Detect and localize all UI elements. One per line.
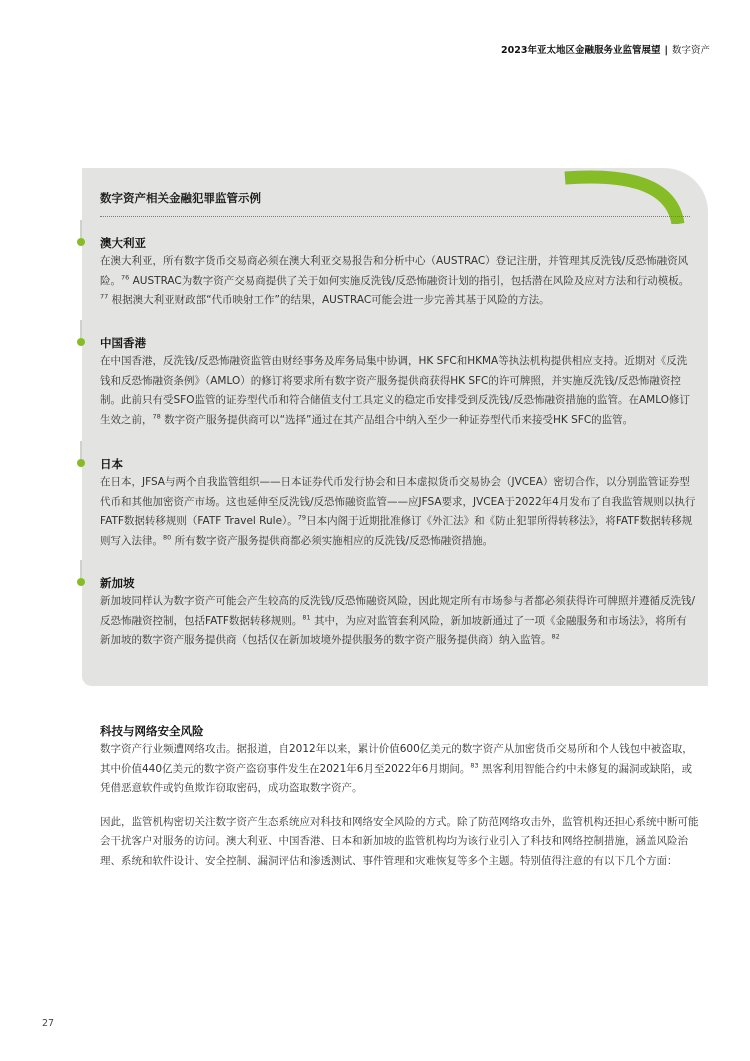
tech-risk-section (100, 722, 700, 871)
dotted-divider (100, 216, 690, 217)
header-separator: | (664, 45, 668, 56)
body-paragraph: 因此，监管机构密切关注数字资产生态系统应对科技和网络安全风险的方式。除了防范网络攻击外，监管机构还担心系统中断可能会干扰客户对服务的访问。澳大利亚、中国香港、日本和新加坡的监管机构均为该行业引入了科技和网络控制措施，涵盖风险治理、系统和软件设计、安全控制、漏洞评估和渗透测试、事件管理和灾难恢复等多个主题。特别值得注意的有以下几个方面： (100, 815, 699, 867)
footnote-ref: 77 (100, 292, 109, 301)
section-australia (100, 234, 696, 311)
section-body: 新加坡同样认为数字资产可能会产生较高的反洗钱/反恐怖融资风险，因此规定所有市场参与者都必须获得许可牌照并遵循反洗钱/反恐怖融资控制，包括FATF数据转移规则。$^{81}$ 其中，为应对监管套利风险，新加坡新通过了一项《金融服务和市场法》，将所有新加坡的数字资产服务提供商（包括仅在新加坡境外提供服务的数字资产服务提供商）纳入监管。$^{82}$ (100, 595, 696, 646)
bullet-stem (80, 560, 82, 578)
callout-title: 数字资产相关金融犯罪监管示例 (100, 191, 261, 205)
footnote-ref: 76 (121, 273, 130, 281)
footnote-ref: 83 (470, 761, 479, 769)
green-bullet-icon (77, 459, 85, 467)
section-title: 澳大利亚 (100, 236, 146, 250)
footnote-ref: 80 (163, 533, 172, 541)
page-header (501, 42, 710, 56)
section-body: 在日本，JFSA与两个自我监管组织——日本证券代币发行协会和日本虚拟货币交易协会（JVCEA）密切合作，以分别监管证券型代币和其他加密资产市场。这也延伸至反洗钱/反恐怖融资监管——应JFSA要求，JVCEA于2022年4月发布了自我监管规则以执行FATF数据转移规则（FATF Travel Rule）。$^{79}$日本内阁于近期批准修订《外汇法》和《防止犯罪所得转移法》，将FATF数据转移规则写入法律。$^{80}$ 所有数字资产服务提供商都必须实施相应的反洗钱/反恐怖融资措施。 (100, 476, 696, 547)
bullet-stem (80, 441, 82, 459)
footnote-ref: 82 (551, 632, 560, 641)
bullet-stem (80, 220, 82, 238)
bullet-stem (80, 320, 82, 338)
section-name: 数字资产 (671, 45, 710, 56)
section-body: 在澳大利亚，所有数字货币交易商必须在澳大利亚交易报告和分析中心（AUSTRAC）登记注册，并管理其反洗钱/反恐怖融资风险。$^{76}$ AUSTRAC为数字资产交易商提供了关于如何实施反洗钱/反恐怖融资计划的指引，包括潜在风险及应对方法和行动模板。$^{77}$ 根据澳大利亚财政部“代币映射工作”的结果，AUSTRAC可能会进一步完善其基于风险的方法。 (100, 255, 690, 306)
section-title: 新加坡 (100, 576, 135, 590)
section-title: 中国香港 (100, 336, 146, 350)
footnote-ref: 78 (152, 412, 161, 420)
footnote-ref: 79 (297, 513, 307, 522)
green-bullet-icon (77, 338, 85, 346)
section-japan (100, 455, 696, 551)
green-bullet-icon (77, 578, 85, 586)
footnote-ref: 81 (302, 613, 311, 621)
section-title: 日本 (100, 457, 123, 471)
green-bullet-icon (77, 238, 85, 246)
section-hong-kong (100, 334, 696, 430)
section-heading: 科技与网络安全风险 (100, 724, 204, 738)
section-singapore (100, 574, 696, 651)
report-title: 2023年亚太地区金融服务业监管展望 (501, 45, 661, 56)
section-body: 在中国香港，反洗钱/反恐怖融资监管由财经事务及库务局集中协调，HK SFC和HKMA等执法机构提供相应支持。近期对《反洗钱和反恐怖融资条例》（AMLO）的修订将要求所有数字资产服务提供商获得HK SFC的许可牌照，并实施反洗钱/反恐怖融资控制。此前只有受SFO监管的证券型代币和符合储值支付工具定义的稳定币安排受到反洗钱/反恐怖融资措施的监管。在AMLO修订生效之前，$^{78}$ 数字资产服务提供商可以“选择”通过在其产品组合中纳入至少一种证券型代币来接受HK SFC的监管。 (100, 355, 690, 426)
body-paragraph: 数字资产行业频遭网络攻击。据报道，自2012年以来，累计价值600亿美元的数字资产从加密货币交易所和个人钱包中被盗取，其中价值440亿美元的数字资产盗窃事件发生在2021年6月至2022年6月期间。$^{83}$ 黑客利用智能合约中未修复的漏洞或缺陷，或凭借恶意软件或钓鱼欺诈窃取密码，成功盗取数字资产。 (100, 743, 693, 794)
page-number: 27 (42, 1018, 55, 1029)
